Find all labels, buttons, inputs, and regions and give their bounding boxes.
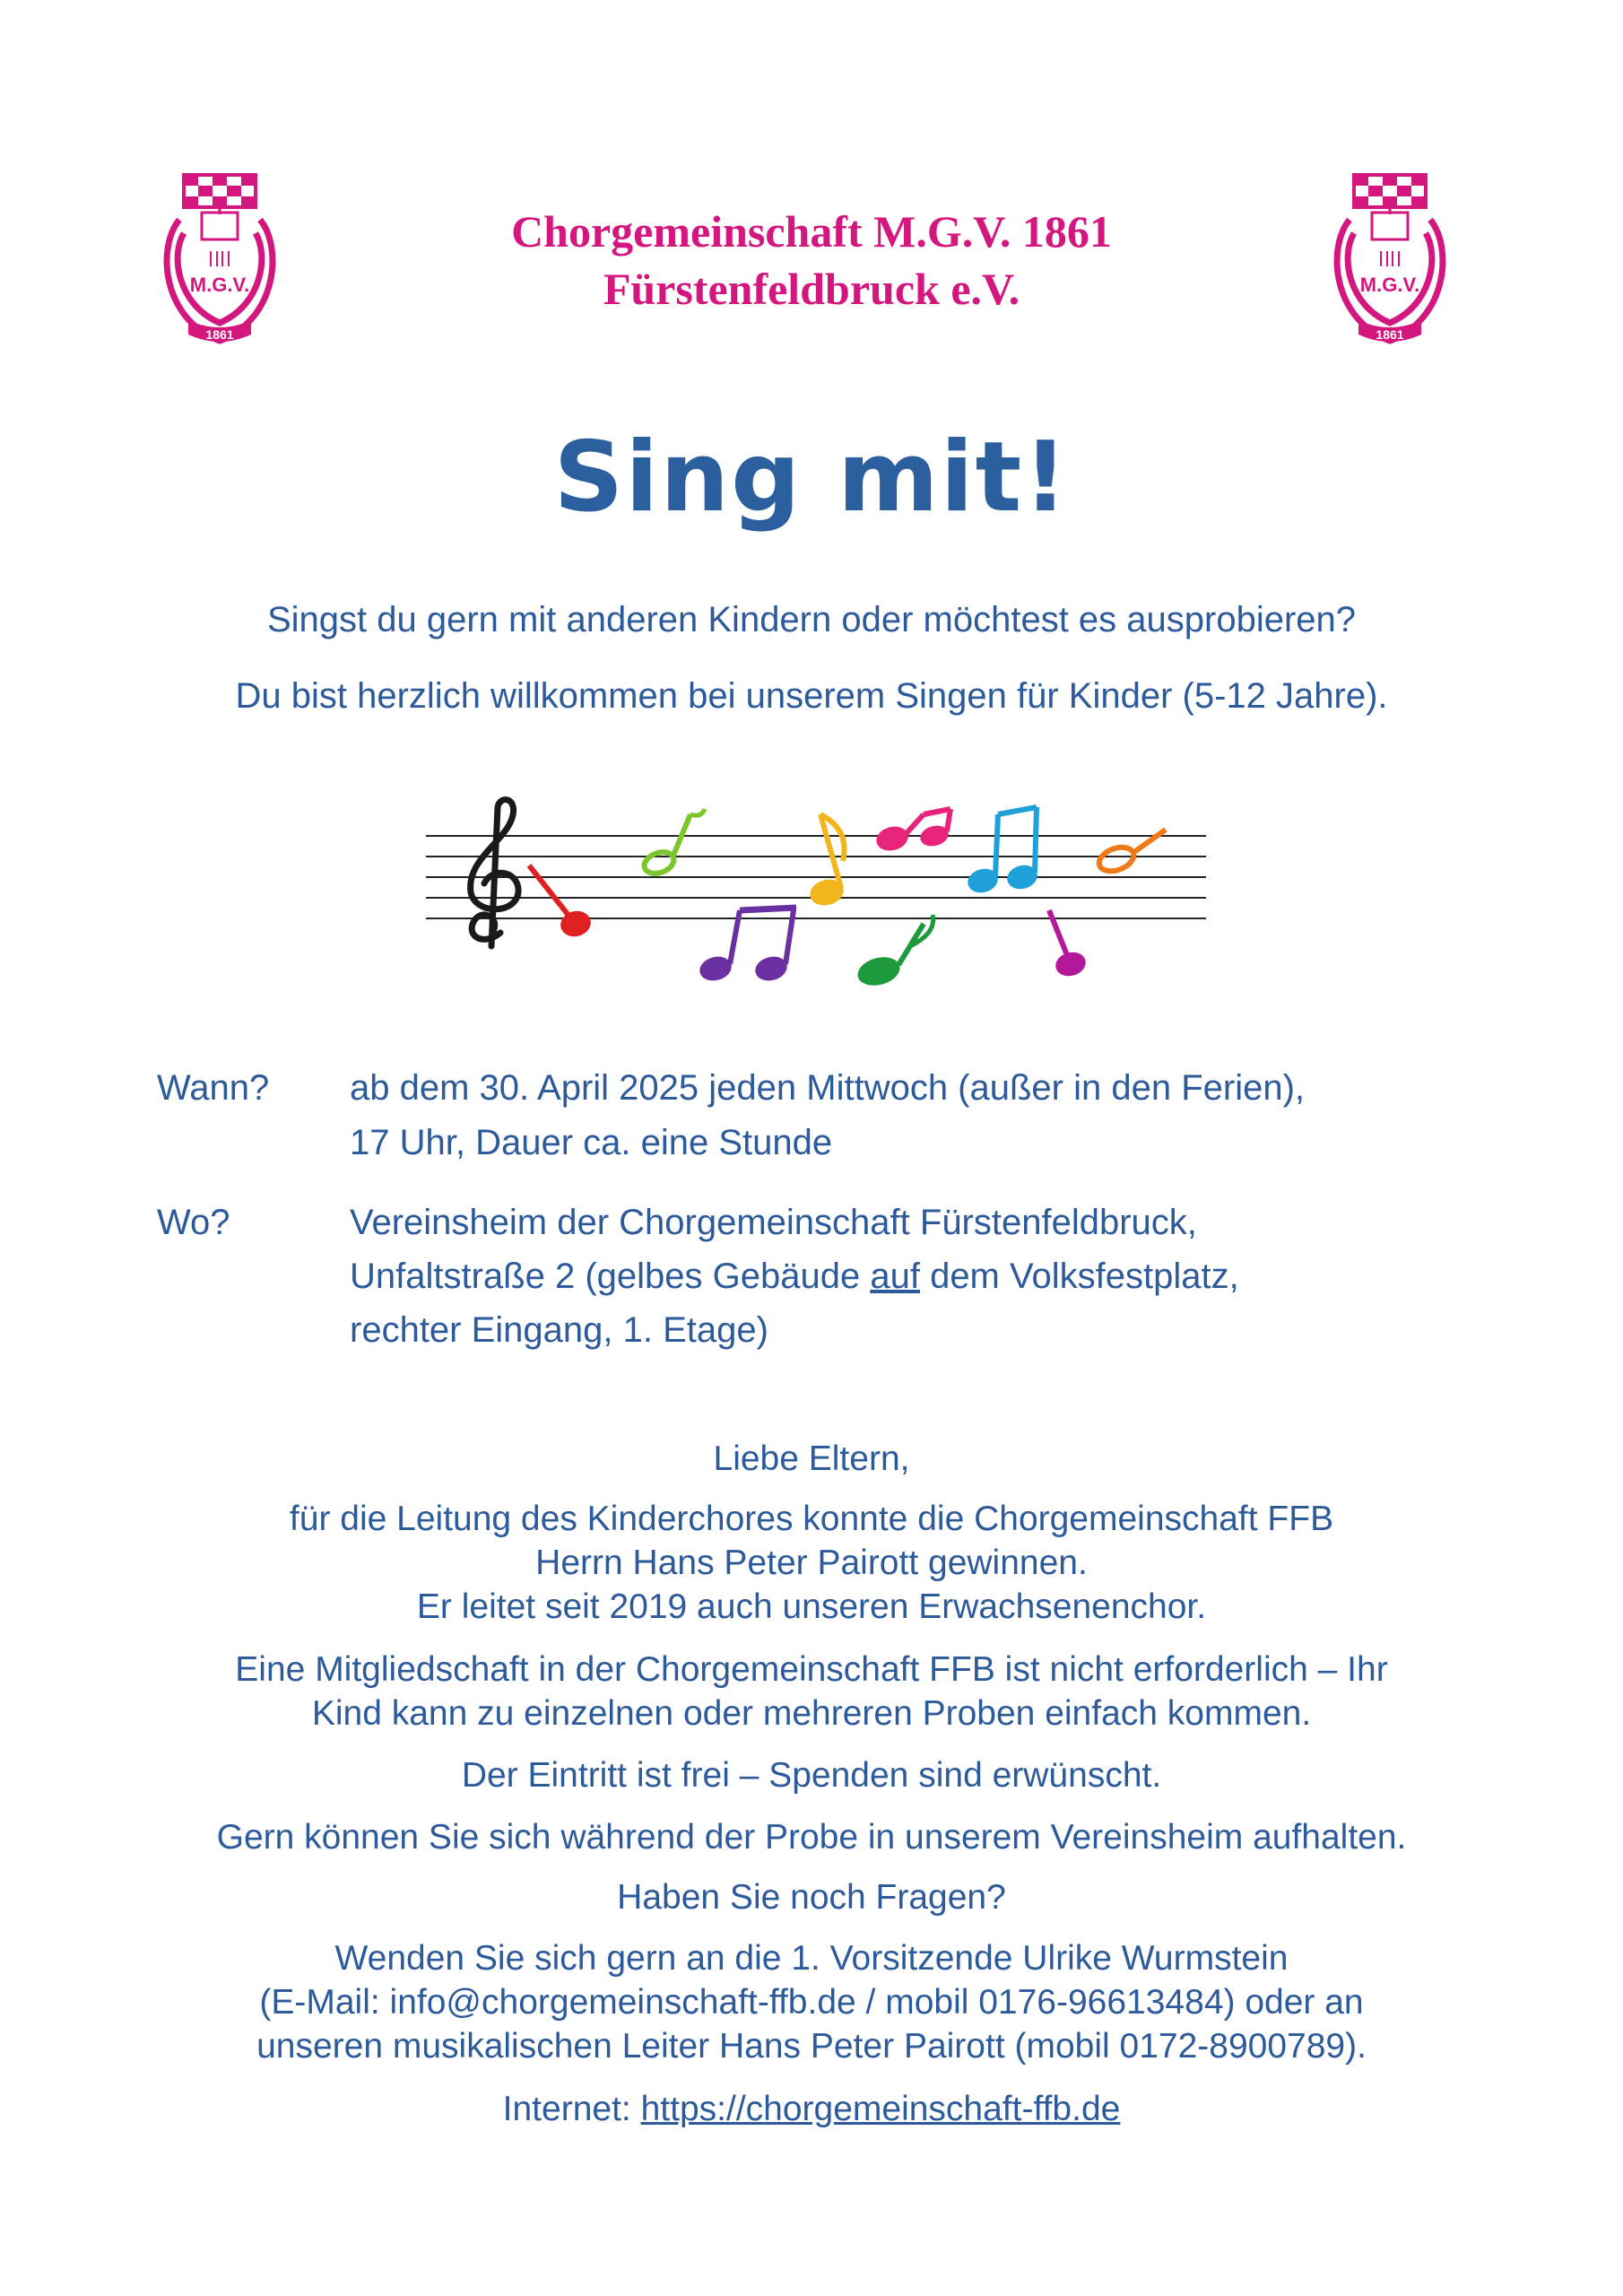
letter-greeting: Liebe Eltern,	[713, 1439, 910, 1478]
website-link[interactable]: https://chorgemeinschaft-ffb.de	[640, 2090, 1121, 2128]
when-date: ab dem 30. April 2025 jeden Mittwoch (außer in den Ferien),	[350, 1068, 1306, 1108]
when-time: 17 Uhr, Dauer ca. eine Stunde	[350, 1123, 833, 1162]
logo-text: M.G.V.	[189, 274, 250, 296]
where-address	[350, 1249, 1239, 1303]
organization-name: Chorgemeinschaft M.G.V. 1861	[511, 206, 1112, 257]
where-address-emphasis: auf	[870, 1257, 920, 1296]
internet-label: Internet:	[502, 2090, 641, 2128]
organization-location: Fürstenfeldbruck e.V.	[603, 264, 1020, 314]
letter-p4: Gern können Sie sich während der Probe in unserem Vereinsheim aufhalten.	[216, 1818, 1407, 1857]
treble-clef-icon	[471, 800, 519, 946]
letter-p6-line1: Wenden Sie sich gern an die 1. Vorsitzende Ulrike Wurmstein	[334, 1939, 1289, 1978]
letter-p1-line3: Er leitet seit 2019 auch unseren Erwachsenenchor.	[416, 1587, 1207, 1626]
when-label: Wann?	[157, 1068, 270, 1108]
intro-welcome: Du bist herzlich willkommen bei unserem Singen für Kinder (5-12 Jahre).	[235, 676, 1388, 716]
letter-p1-line2: Herrn Hans Peter Pairott gewinnen.	[535, 1544, 1088, 1582]
letter-p3: Der Eintritt ist frei – Spenden sind erwünscht.	[461, 1756, 1162, 1795]
letter-p6-line3: unseren musikalischen Leiter Hans Peter Pairott (mobil 0172-8900789).	[256, 2027, 1367, 2066]
letter-p5: Haben Sie noch Fragen?	[617, 1878, 1006, 1917]
letter-p2-line1: Eine Mitgliedschaft in der Chorgemeinschaft FFB ist nicht erforderlich – Ihr	[235, 1650, 1388, 1689]
logo-year: 1861	[205, 327, 234, 342]
page-title: Sing mit!	[553, 422, 1070, 534]
music-notes-icon	[421, 789, 1211, 987]
letter-p2-line2: Kind kann zu einzelnen oder mehreren Proben einfach kommen.	[311, 1694, 1312, 1733]
where-label: Wo?	[157, 1203, 230, 1242]
logo-year: 1861	[1376, 327, 1404, 342]
where-address-pre: Unfaltstraße 2 (gelbes Gebäude	[350, 1257, 871, 1296]
letter-p6-line2: (E-Mail: info@chorgemeinschaft-ffb.de / mobil 0176-96613484) oder an	[259, 1983, 1364, 2022]
letter-p1-line1: für die Leitung des Kinderchores konnte die Chorgemeinschaft FFB	[289, 1500, 1334, 1538]
where-address-post: dem Volksfestplatz,	[919, 1257, 1239, 1296]
where-venue: Vereinsheim der Chorgemeinschaft Fürstenfeldbruck,	[350, 1203, 1197, 1242]
internet-line	[0, 2087, 1623, 2131]
intro-question: Singst du gern mit anderen Kindern oder möchtest es ausprobieren?	[266, 600, 1357, 639]
where-entrance: rechter Eingang, 1. Etage)	[350, 1310, 768, 1350]
logo-text: M.G.V.	[1359, 274, 1420, 296]
